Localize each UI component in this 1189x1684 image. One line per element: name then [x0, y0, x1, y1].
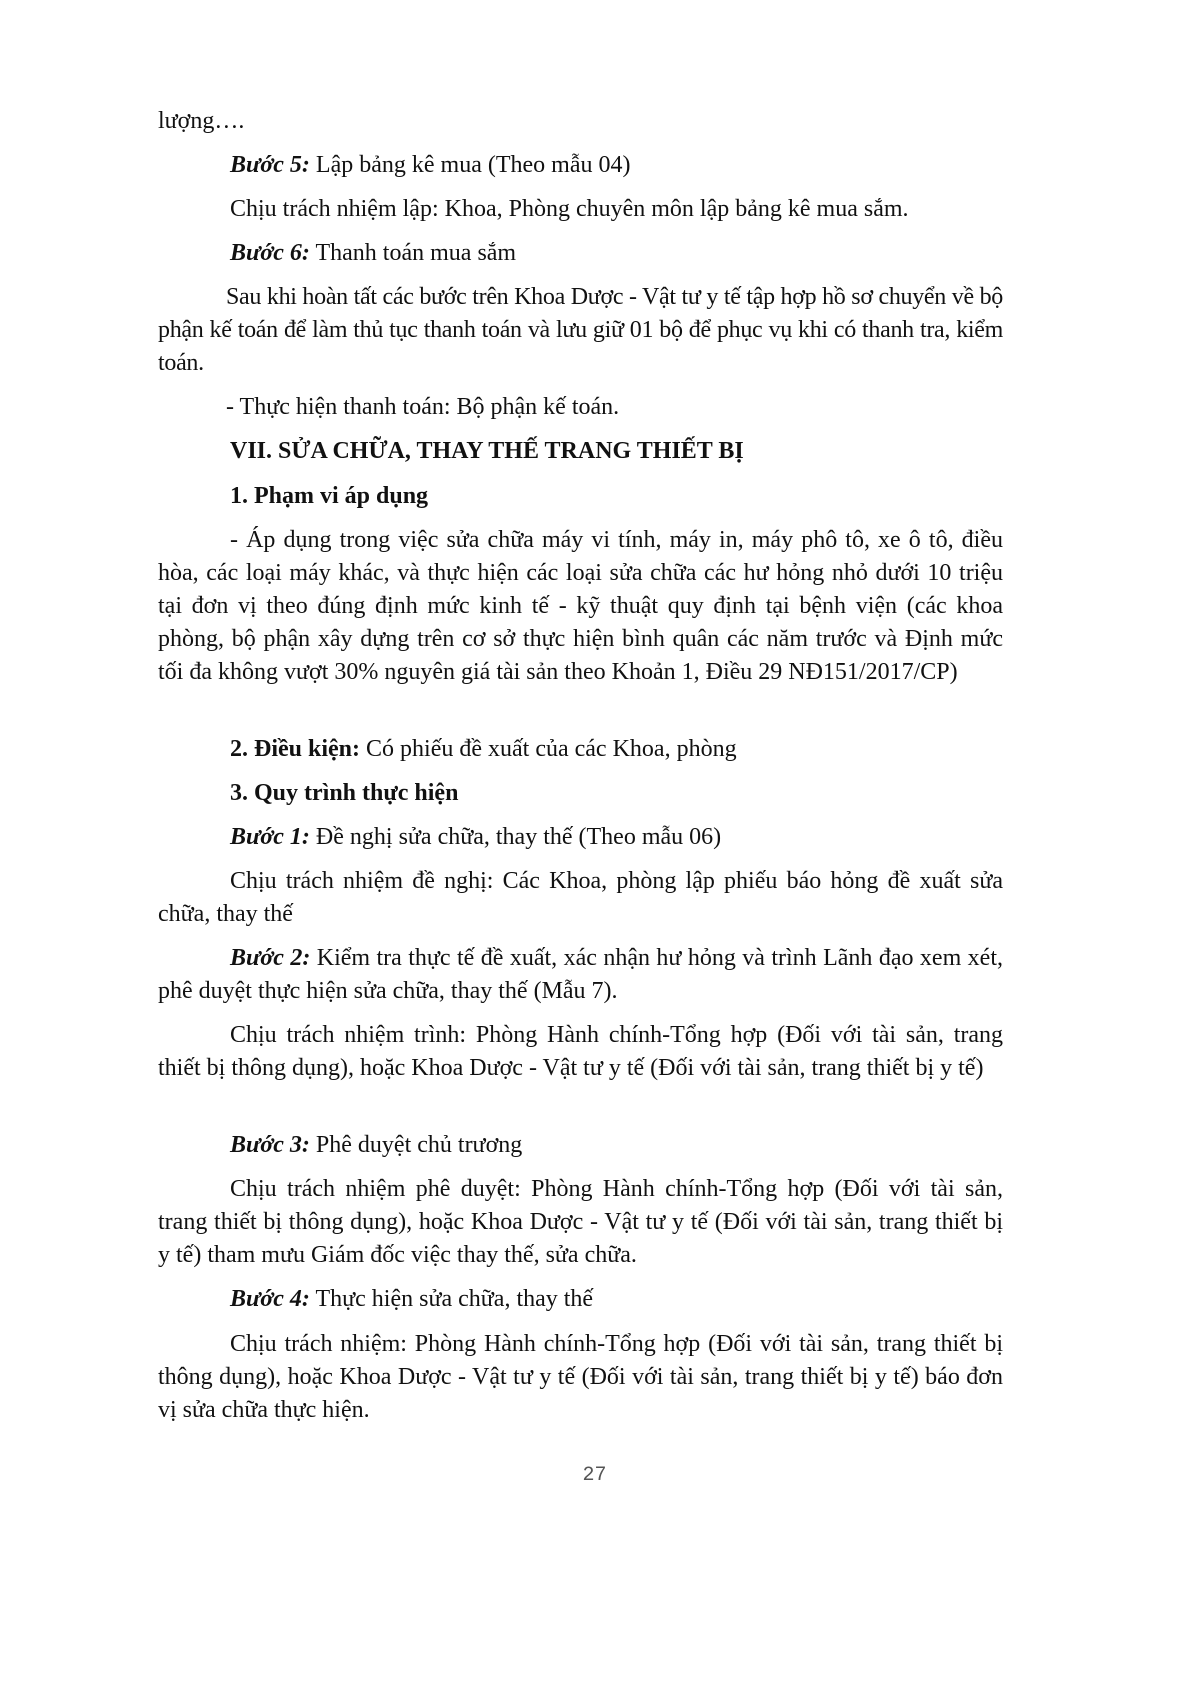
step-text: Thực hiện sửa chữa, thay thế [309, 1286, 594, 1312]
step-5 [158, 149, 1003, 182]
subheading: 3. Quy trình thực hiện [230, 780, 459, 806]
step-text: Đề nghị sửa chữa, thay thế (Theo mẫu 06) [309, 824, 722, 850]
step-label: Bước 2: [230, 945, 311, 971]
step-label: Bước 5: [230, 152, 310, 178]
subheading [158, 733, 1003, 766]
paragraph: - Áp dụng trong việc sửa chữa máy vi tính, máy in, máy phô tô, xe ô tô, điều hòa, các loại máy khác, và thực hiện các loại sửa chữa các hư hỏng nhỏ dưới 10 triệu tại đơn vị theo đúng định mức kinh tế - kỹ thuật quy định tại bệnh viện (các khoa phòng, bộ phận xây dựng trên cơ sở thực hiện bình quân các năm trước và Định mức tối đa không vượt 30% nguyên giá tài sản theo Khoản 1, Điều 29 NĐ151/2017/CP) [158, 527, 1003, 685]
step-text: Lập bảng kê mua (Theo mẫu 04) [309, 152, 631, 178]
paragraph: - Thực hiện thanh toán: Bộ phận kế toán. [226, 394, 620, 420]
paragraph: Chịu trách nhiệm phê duyệt: Phòng Hành chính-Tổng hợp (Đối với tài sản, trang thiết bị thông dụng), hoặc Khoa Dược - Vật tư y tế (Đối với tài sản, trang thiết bị y tế) tham mưu Giám đốc việc thay thế, sửa chữa. [158, 1176, 1003, 1268]
subheading-text: Có phiếu đề xuất của các Khoa, phòng [360, 736, 737, 762]
step-label: Bước 1: [230, 824, 310, 850]
step-label: Bước 4: [230, 1286, 310, 1312]
step-3 [158, 1129, 1003, 1162]
step-text: Phê duyệt chủ trương [309, 1132, 523, 1158]
paragraph-continuation: lượng…. [158, 108, 245, 134]
step-1 [158, 821, 1003, 854]
paragraph: Chịu trách nhiệm đề nghị: Các Khoa, phòng lập phiếu báo hỏng đề xuất sửa chữa, thay thế [158, 868, 1003, 927]
paragraph: Chịu trách nhiệm trình: Phòng Hành chính-Tổng hợp (Đối với tài sản, trang thiết bị thông dụng), hoặc Khoa Dược - Vật tư y tế (Đối với tài sản, trang thiết bị y tế) [158, 1022, 1003, 1081]
page-number: 27 [582, 1464, 607, 1487]
paragraph: Chịu trách nhiệm: Phòng Hành chính-Tổng hợp (Đối với tài sản, trang thiết bị thông dụng), hoặc Khoa Dược - Vật tư y tế (Đối với tài sản, trang thiết bị y tế) báo đơn vị sửa chữa thực hiện. [158, 1331, 1003, 1423]
step-label: Bước 6: [230, 240, 310, 266]
subheading: 1. Phạm vi áp dụng [230, 483, 429, 509]
section-heading: VII. SỬA CHỮA, THAY THẾ TRANG THIẾT BỊ [230, 438, 744, 464]
paragraph: Sau khi hoàn tất các bước trên Khoa Dược - Vật tư y tế tập hợp hồ sơ chuyển về bộ phận kế toán để làm thủ tục thanh toán và lưu giữ 01 bộ để phục vụ khi có thanh tra, kiểm toán. [158, 284, 1003, 376]
step-text: Thanh toán mua sắm [309, 240, 517, 266]
step-4 [158, 1283, 1003, 1316]
step-2 [158, 942, 1003, 1008]
step-text: Kiểm tra thực tế đề xuất, xác nhận hư hỏng và trình Lãnh đạo xem xét, phê duyệt thực hiện sửa chữa, thay thế (Mẫu 7). [158, 945, 1003, 1004]
step-label: Bước 3: [230, 1132, 310, 1158]
step-6 [158, 237, 1003, 270]
subheading-label: 2. Điều kiện: [230, 736, 361, 762]
paragraph: Chịu trách nhiệm lập: Khoa, Phòng chuyên môn lập bảng kê mua sắm. [230, 196, 909, 222]
